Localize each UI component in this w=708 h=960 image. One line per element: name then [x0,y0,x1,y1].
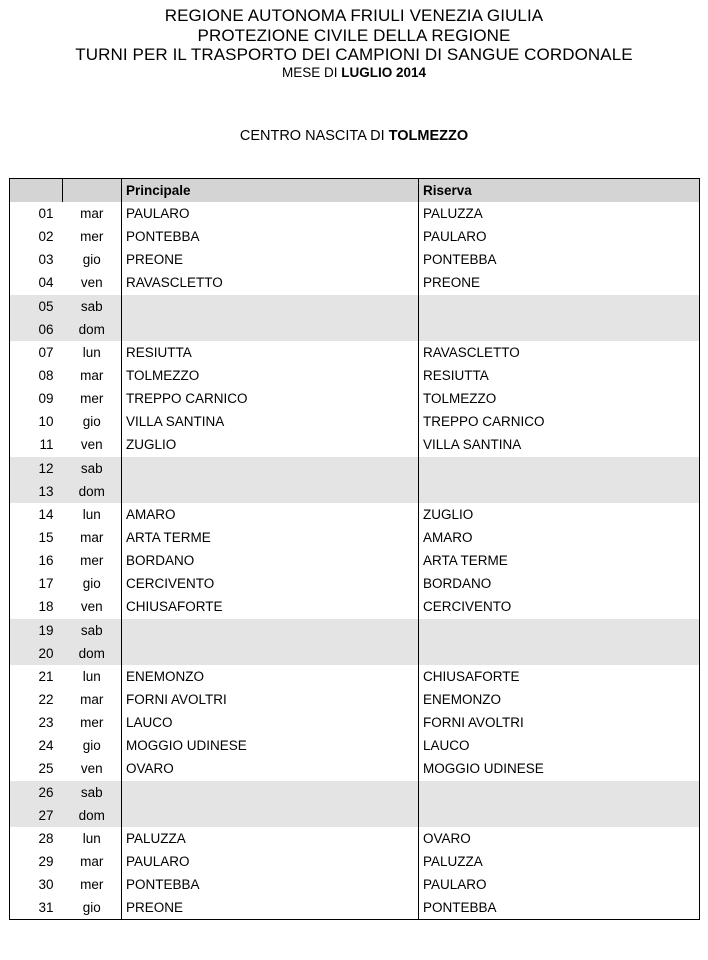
principale-cell: ZUGLIO [122,433,419,456]
table-row [10,387,700,410]
weekday-cell: dom [63,480,122,503]
table-row [10,364,700,387]
riserva-cell: AMARO [423,530,473,546]
weekday-cell: ven [63,433,122,456]
riserva-cell [419,480,700,503]
riserva-cell: RESIUTTA [423,368,489,384]
day-cell: 20 [10,642,63,665]
principale-cell: LAUCO [122,711,419,734]
weekday-cell: mar [63,202,122,225]
principale-cell [122,804,419,827]
weekday-cell: ven [63,271,122,294]
riserva-cell [419,457,700,480]
document-title: TURNI PER IL TRASPORTO DEI CAMPIONI DI SANGUE CORDONALE [75,45,633,64]
header-principale: Principale [122,179,419,203]
principale-cell: PREONE [122,248,419,271]
day-cell: 29 [38,854,54,869]
table-row [10,318,700,341]
weekday-cell: mer [63,549,122,572]
riserva-cell: RAVASCLETTO [423,344,520,360]
day-cell: 24 [38,738,54,754]
principale-cell: MOGGIO UDINESE [122,734,419,757]
table-row [10,480,700,503]
riserva-cell [419,318,700,341]
riserva-cell: BORDANO [423,576,492,592]
weekday-cell: mer [63,873,122,896]
principale-cell: VILLA SANTINA [122,410,419,433]
principale-cell [122,480,419,503]
table-row [10,757,700,780]
riserva-cell: ENEMONZO [423,692,502,708]
principale-cell: TREPPO CARNICO [122,387,419,410]
weekday-cell: gio [63,410,122,433]
riserva-cell: PALUZZA [423,206,483,222]
day-cell: 16 [38,553,54,569]
weekday-cell: dom [63,318,122,341]
weekday-cell: gio [63,248,122,271]
day-cell: 14 [38,506,54,522]
table-row [10,896,700,920]
weekday-cell: ven [63,757,122,780]
table-row [10,572,700,595]
document-header [0,6,708,81]
table-row [10,410,700,433]
table-row [10,873,700,896]
principale-cell: OVARO [122,757,419,780]
day-cell: 02 [38,229,54,245]
table-row [10,827,700,850]
principale-cell: RESIUTTA [122,341,419,364]
table-row [10,734,700,757]
table-header-row [10,179,700,203]
riserva-cell: VILLA SANTINA [423,437,522,453]
riserva-cell: PONTEBBA [423,252,497,268]
schedule-table [9,178,700,920]
day-cell: 06 [10,318,63,341]
weekday-cell: mar [63,850,122,873]
riserva-cell: FORNI AVOLTRI [423,715,524,731]
day-cell: 13 [10,480,63,503]
table-row [10,642,700,665]
principale-cell: RAVASCLETTO [122,271,419,294]
table-row [10,804,700,827]
riserva-cell: CERCIVENTO [423,599,512,615]
table-row [10,526,700,549]
principale-cell [122,295,419,318]
principale-cell: FORNI AVOLTRI [122,688,419,711]
weekday-cell: gio [63,896,122,920]
riserva-cell: ARTA TERME [423,553,508,569]
day-cell: 12 [10,457,63,480]
table-row [10,248,700,271]
riserva-cell [419,642,700,665]
weekday-cell: lun [63,665,122,688]
day-cell: 21 [38,668,54,684]
riserva-cell: ZUGLIO [423,506,474,522]
principale-cell: PAULARO [122,850,419,873]
weekday-cell: dom [63,642,122,665]
weekday-cell: sab [63,619,122,642]
header-riserva: Riserva [419,179,700,203]
month-prefix: MESE DI [281,64,342,80]
day-cell: 08 [38,368,54,384]
day-cell: 15 [38,530,54,546]
riserva-cell: PALUZZA [423,854,483,869]
region-title: REGIONE AUTONOMA FRIULI VENEZIA GIULIA [164,6,544,25]
table-row [10,850,700,873]
weekday-cell: gio [63,734,122,757]
weekday-cell: lun [63,503,122,526]
table-row [10,295,700,318]
table-row [10,688,700,711]
principale-cell: ARTA TERME [122,526,419,549]
principale-cell: CHIUSAFORTE [122,595,419,618]
day-cell: 09 [38,391,54,407]
table-row [10,619,700,642]
principale-cell [122,318,419,341]
principale-cell: PONTEBBA [122,873,419,896]
birth-centre-heading [0,128,708,144]
riserva-cell [419,619,700,642]
day-cell: 10 [38,414,54,430]
table-row [10,549,700,572]
day-cell: 30 [38,877,54,893]
riserva-cell: TOLMEZZO [423,391,497,407]
weekday-cell: gio [63,572,122,595]
weekday-cell: sab [63,457,122,480]
riserva-cell [419,804,700,827]
table-row [10,202,700,225]
riserva-cell: PAULARO [423,229,487,245]
day-cell: 17 [38,576,54,592]
table-row [10,665,700,688]
day-cell: 22 [38,692,54,708]
table-row [10,457,700,480]
table-row [10,225,700,248]
table-row [10,271,700,294]
principale-cell: PAULARO [122,202,419,225]
day-cell: 04 [38,275,54,291]
principale-cell: AMARO [122,503,419,526]
weekday-cell: lun [63,341,122,364]
weekday-cell: mar [63,526,122,549]
table-row [10,341,700,364]
principale-cell: TOLMEZZO [122,364,419,387]
principale-cell [122,642,419,665]
month-line [0,65,708,81]
header-day [10,179,63,203]
riserva-cell [419,781,700,804]
day-cell: 03 [38,252,54,268]
weekday-cell: sab [63,781,122,804]
principale-cell: PONTEBBA [122,225,419,248]
day-cell: 07 [38,344,54,360]
principale-cell [122,781,419,804]
principale-cell: ENEMONZO [122,665,419,688]
riserva-cell: LAUCO [423,738,470,754]
day-cell: 01 [38,206,54,222]
weekday-cell: mer [63,711,122,734]
riserva-cell: MOGGIO UDINESE [423,761,544,777]
agency-title: PROTEZIONE CIVILE DELLA REGIONE [197,25,511,45]
table-row [10,503,700,526]
day-cell: 23 [38,715,54,731]
day-cell: 25 [38,761,54,777]
riserva-cell: PREONE [423,275,481,291]
riserva-cell: TREPPO CARNICO [423,414,545,430]
riserva-cell: OVARO [423,830,471,846]
table-row [10,433,700,456]
day-cell: 28 [38,830,54,846]
weekday-cell: mer [63,387,122,410]
weekday-cell: mer [63,225,122,248]
day-cell: 19 [10,619,63,642]
weekday-cell: lun [63,827,122,850]
weekday-cell: mar [63,364,122,387]
weekday-cell: mar [63,688,122,711]
principale-cell: BORDANO [122,549,419,572]
riserva-cell [419,295,700,318]
riserva-cell: CHIUSAFORTE [423,668,520,684]
day-cell: 31 [38,900,54,916]
principale-cell [122,457,419,480]
day-cell: 18 [38,599,54,615]
month-value: LUGLIO 2014 [341,64,427,80]
weekday-cell: dom [63,804,122,827]
centre-name: TOLMEZZO [388,128,469,144]
day-cell: 27 [10,804,63,827]
table-row [10,595,700,618]
weekday-cell: sab [63,295,122,318]
weekday-cell: ven [63,595,122,618]
centre-prefix: CENTRO NASCITA DI [239,128,389,144]
day-cell: 11 [39,437,54,453]
riserva-cell: PONTEBBA [423,900,497,916]
day-cell: 05 [10,295,63,318]
principale-cell [122,619,419,642]
riserva-cell: PAULARO [423,877,487,893]
header-weekday [63,179,122,203]
day-cell: 26 [10,781,63,804]
table-row [10,711,700,734]
principale-cell: PALUZZA [122,827,419,850]
table-row [10,781,700,804]
principale-cell: CERCIVENTO [122,572,419,595]
principale-cell: PREONE [122,896,419,920]
